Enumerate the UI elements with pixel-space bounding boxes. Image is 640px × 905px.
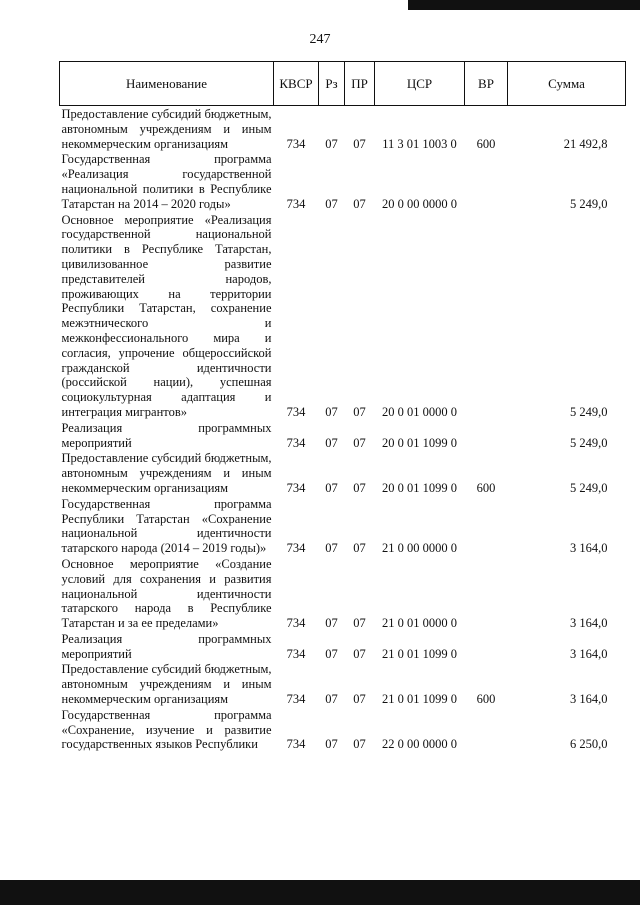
row-csr: 20 0 00 0000 0 bbox=[382, 196, 457, 211]
row-kvsr: 734 bbox=[286, 404, 306, 419]
row-csr: 21 0 01 1099 0 bbox=[382, 692, 457, 707]
row-rz: 07 bbox=[325, 737, 338, 752]
row-rz: 07 bbox=[325, 616, 338, 631]
row-name: Предоставление субсидий бюджетным, автономным учреждениям и иным некоммерческим организациям bbox=[61, 662, 272, 707]
row-kvsr: 734 bbox=[286, 136, 306, 151]
row-pr: 07 bbox=[353, 404, 366, 419]
row-vr: 600 bbox=[476, 692, 496, 707]
row-sum: 5 249,0 bbox=[570, 480, 608, 495]
row-name: Государственная программа «Реализация государственной национальной политики в Республике Татарстан на 2014 – 2020 годы» bbox=[61, 152, 272, 211]
row-pr: 07 bbox=[353, 646, 366, 661]
row-rz: 07 bbox=[325, 646, 338, 661]
header-vr: ВР bbox=[465, 62, 508, 106]
row-rz: 07 bbox=[325, 692, 338, 707]
row-csr: 20 0 01 1099 0 bbox=[382, 480, 457, 495]
row-vr bbox=[465, 631, 508, 662]
row-name: Предоставление субсидий бюджетным, автономным учреждениям и иным некоммерческим организациям bbox=[61, 107, 272, 151]
table-row bbox=[60, 151, 626, 211]
table-row bbox=[60, 106, 626, 152]
header-sum: Сумма bbox=[508, 62, 626, 106]
row-vr bbox=[465, 212, 508, 420]
row-kvsr: 734 bbox=[286, 541, 306, 556]
row-kvsr: 734 bbox=[286, 435, 306, 450]
budget-table-container bbox=[59, 61, 625, 752]
row-rz: 07 bbox=[325, 196, 338, 211]
header-name: Наименование bbox=[60, 62, 274, 106]
row-kvsr: 734 bbox=[286, 616, 306, 631]
row-name: Реализация программных мероприятий bbox=[61, 420, 272, 450]
row-pr: 07 bbox=[353, 480, 366, 495]
row-rz: 07 bbox=[325, 541, 338, 556]
row-sum: 3 164,0 bbox=[570, 616, 608, 631]
row-rz: 07 bbox=[325, 435, 338, 450]
row-sum: 5 249,0 bbox=[570, 404, 608, 419]
row-csr: 22 0 00 0000 0 bbox=[382, 737, 457, 752]
row-name: Реализация программных мероприятий bbox=[61, 631, 272, 661]
row-kvsr: 734 bbox=[286, 692, 306, 707]
row-name: Основное мероприятие «Реализация государственной национальной политики в Республике Татарстан, цивилизованное развитие представителей народов, проживающих на территории Республики Татарстан, сохранение межэтнического и межконфессионального мира и согласия, упрочение общероссийской гражданской идентичности (российской нации), успешная социокультурная адаптация и интеграция мигрантов» bbox=[61, 212, 272, 419]
row-vr: 600 bbox=[476, 136, 496, 151]
scan-corner-mark bbox=[408, 0, 640, 10]
row-sum: 6 250,0 bbox=[570, 737, 608, 752]
row-kvsr: 734 bbox=[286, 480, 306, 495]
row-vr bbox=[465, 496, 508, 556]
scan-bottom-bar bbox=[0, 880, 640, 905]
row-name: Основное мероприятие «Создание условий для сохранения и развития национальной идентичности татарского народа в Республике Татарстан и за ее пределами» bbox=[61, 556, 272, 631]
table-row bbox=[60, 420, 626, 451]
row-csr: 11 3 01 1003 0 bbox=[382, 136, 457, 151]
row-sum: 5 249,0 bbox=[570, 196, 608, 211]
header-csr: ЦСР bbox=[375, 62, 465, 106]
row-sum: 3 164,0 bbox=[570, 646, 608, 661]
row-pr: 07 bbox=[353, 616, 366, 631]
row-pr: 07 bbox=[353, 136, 366, 151]
table-row bbox=[60, 496, 626, 556]
row-sum: 5 249,0 bbox=[570, 435, 608, 450]
table-row bbox=[60, 450, 626, 495]
header-pr: ПР bbox=[345, 62, 375, 106]
row-vr bbox=[465, 556, 508, 631]
row-sum: 3 164,0 bbox=[570, 541, 608, 556]
row-vr bbox=[465, 151, 508, 211]
row-csr: 20 0 01 1099 0 bbox=[382, 435, 457, 450]
row-sum: 3 164,0 bbox=[570, 692, 608, 707]
row-name: Предоставление субсидий бюджетным, автономным учреждениям и иным некоммерческим организациям bbox=[61, 451, 272, 495]
row-csr: 21 0 00 0000 0 bbox=[382, 541, 457, 556]
row-vr bbox=[465, 707, 508, 752]
row-pr: 07 bbox=[353, 541, 366, 556]
row-csr: 20 0 01 0000 0 bbox=[382, 404, 457, 419]
header-rz: Рз bbox=[319, 62, 345, 106]
table-row bbox=[60, 661, 626, 706]
header-kvsr: КВСР bbox=[274, 62, 319, 106]
budget-table bbox=[59, 61, 626, 752]
table-row bbox=[60, 556, 626, 631]
row-sum: 21 492,8 bbox=[563, 136, 608, 151]
row-vr bbox=[465, 420, 508, 451]
row-csr: 21 0 01 0000 0 bbox=[382, 616, 457, 631]
row-pr: 07 bbox=[353, 692, 366, 707]
row-pr: 07 bbox=[353, 196, 366, 211]
page-number: 247 bbox=[309, 32, 331, 47]
row-vr: 600 bbox=[476, 480, 496, 495]
table-row bbox=[60, 631, 626, 662]
row-rz: 07 bbox=[325, 136, 338, 151]
row-rz: 07 bbox=[325, 404, 338, 419]
row-kvsr: 734 bbox=[286, 196, 306, 211]
row-csr: 21 0 01 1099 0 bbox=[382, 646, 457, 661]
row-pr: 07 bbox=[353, 737, 366, 752]
row-name: Государственная программа Республики Татарстан «Сохранение национальной идентичности татарского народа (2014 – 2019 годы)» bbox=[61, 496, 272, 556]
table-row bbox=[60, 707, 626, 752]
row-kvsr: 734 bbox=[286, 737, 306, 752]
row-name: Государственная программа «Сохранение, изучение и развитие государственных языков Республики bbox=[61, 707, 272, 752]
row-pr: 07 bbox=[353, 435, 366, 450]
table-row bbox=[60, 212, 626, 420]
row-kvsr: 734 bbox=[286, 646, 306, 661]
row-rz: 07 bbox=[325, 480, 338, 495]
table-header-row bbox=[60, 62, 626, 106]
